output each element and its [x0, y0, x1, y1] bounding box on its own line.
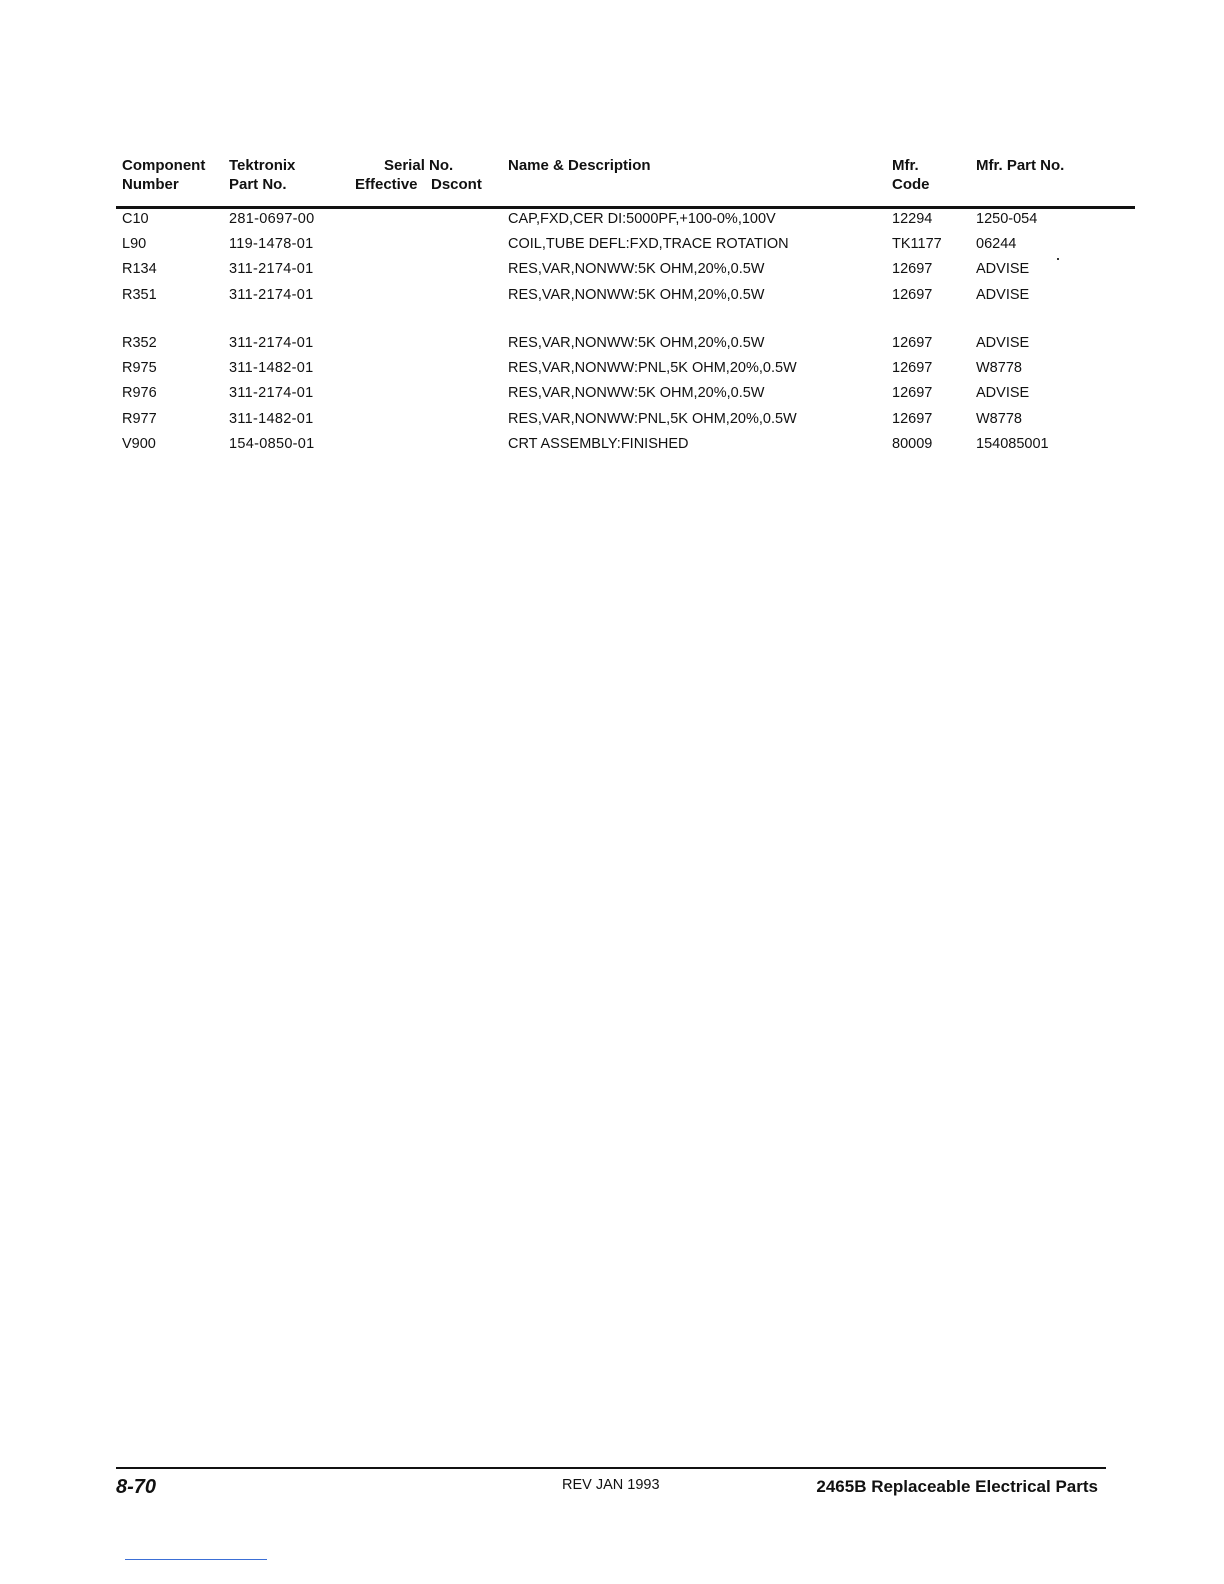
component-number: R975 [122, 360, 157, 376]
mfr-code: 12294 [892, 211, 933, 227]
component-number: R977 [122, 411, 157, 427]
header-serial-no: Serial No. [384, 157, 454, 174]
mfr-part-no: W8778 [976, 411, 1022, 427]
mfr-part-no: ADVISE [976, 261, 1030, 277]
document-title: 2465B Replaceable Electrical Parts [816, 1477, 1098, 1496]
mfr-code: 12697 [892, 385, 933, 401]
revision-date: REV JAN 1993 [562, 1477, 660, 1493]
component-number: R976 [122, 385, 157, 401]
mfr-code: 80009 [892, 436, 933, 452]
mfr-part-no: 06244 [976, 236, 1017, 252]
tektronix-part-no: 154-0850-01 [229, 436, 315, 452]
mfr-code: 12697 [892, 335, 933, 351]
table-row [0, 333, 1224, 353]
mfr-code: 12697 [892, 411, 933, 427]
component-number: C10 [122, 211, 149, 227]
component-number: L90 [122, 236, 147, 252]
scan-edge-line [125, 1559, 267, 1560]
header-name-description: Name & Description [508, 157, 651, 174]
component-number: R352 [122, 335, 157, 351]
header-dscont: Dscont [431, 176, 482, 193]
table-row [0, 209, 1224, 229]
part-description: RES,VAR,NONWW:5K OHM,20%,0.5W [508, 385, 765, 401]
tektronix-part-no: 311-2174-01 [229, 287, 314, 303]
table-row [0, 358, 1224, 378]
mfr-code: 12697 [892, 287, 933, 303]
tektronix-part-no: 311-2174-01 [229, 261, 314, 277]
header-mfr-code [892, 156, 930, 194]
tektronix-part-no: 311-1482-01 [229, 411, 314, 427]
footer-divider [116, 1467, 1106, 1469]
page-number: 8-70 [116, 1476, 157, 1498]
tektronix-part-no: 119-1478-01 [229, 236, 314, 252]
part-description: RES,VAR,NONWW:PNL,5K OHM,20%,0.5W [508, 360, 797, 376]
header-mfr-part-no: Mfr. Part No. [976, 157, 1065, 174]
header-mfr-label: Mfr. [892, 157, 919, 174]
part-description: RES,VAR,NONWW:5K OHM,20%,0.5W [508, 287, 765, 303]
table-row [0, 259, 1224, 279]
tektronix-part-no: 281-0697-00 [229, 211, 315, 227]
header-part-no-label: Part No. [229, 176, 287, 193]
component-number: V900 [122, 436, 156, 452]
part-description: RES,VAR,NONWW:PNL,5K OHM,20%,0.5W [508, 411, 797, 427]
table-row [0, 285, 1224, 305]
header-code-label: Code [892, 176, 930, 193]
tektronix-part-no: 311-1482-01 [229, 360, 314, 376]
header-effective: Effective [355, 176, 418, 193]
mfr-part-no: ADVISE [976, 335, 1030, 351]
header-tektronix-label: Tektronix [229, 157, 296, 174]
mfr-part-no: ADVISE [976, 385, 1030, 401]
part-description: CAP,FXD,CER DI:5000PF,+100-0%,100V [508, 211, 776, 227]
table-row [0, 409, 1224, 429]
table-row [0, 383, 1224, 403]
part-description: COIL,TUBE DEFL:FXD,TRACE ROTATION [508, 236, 789, 252]
part-description: CRT ASSEMBLY:FINISHED [508, 436, 689, 452]
header-component-number [122, 156, 205, 194]
part-description: RES,VAR,NONWW:5K OHM,20%,0.5W [508, 335, 765, 351]
tektronix-part-no: 311-2174-01 [229, 385, 314, 401]
mfr-part-no: W8778 [976, 360, 1022, 376]
component-number: R134 [122, 261, 157, 277]
mfr-part-no: 1250-054 [976, 211, 1038, 227]
mfr-part-no: ADVISE [976, 287, 1030, 303]
component-number: R351 [122, 287, 157, 303]
tektronix-part-no: 311-2174-01 [229, 335, 314, 351]
mfr-code: 12697 [892, 261, 933, 277]
mfr-code: 12697 [892, 360, 933, 376]
header-number-label: Number [122, 176, 179, 193]
part-description: RES,VAR,NONWW:5K OHM,20%,0.5W [508, 261, 765, 277]
table-row [0, 234, 1224, 254]
header-component-label: Component [122, 157, 206, 174]
mfr-code: TK1177 [892, 236, 942, 252]
header-tektronix-part-no [229, 156, 295, 194]
table-row [0, 434, 1224, 454]
mfr-part-no: 154085001 [976, 436, 1049, 452]
